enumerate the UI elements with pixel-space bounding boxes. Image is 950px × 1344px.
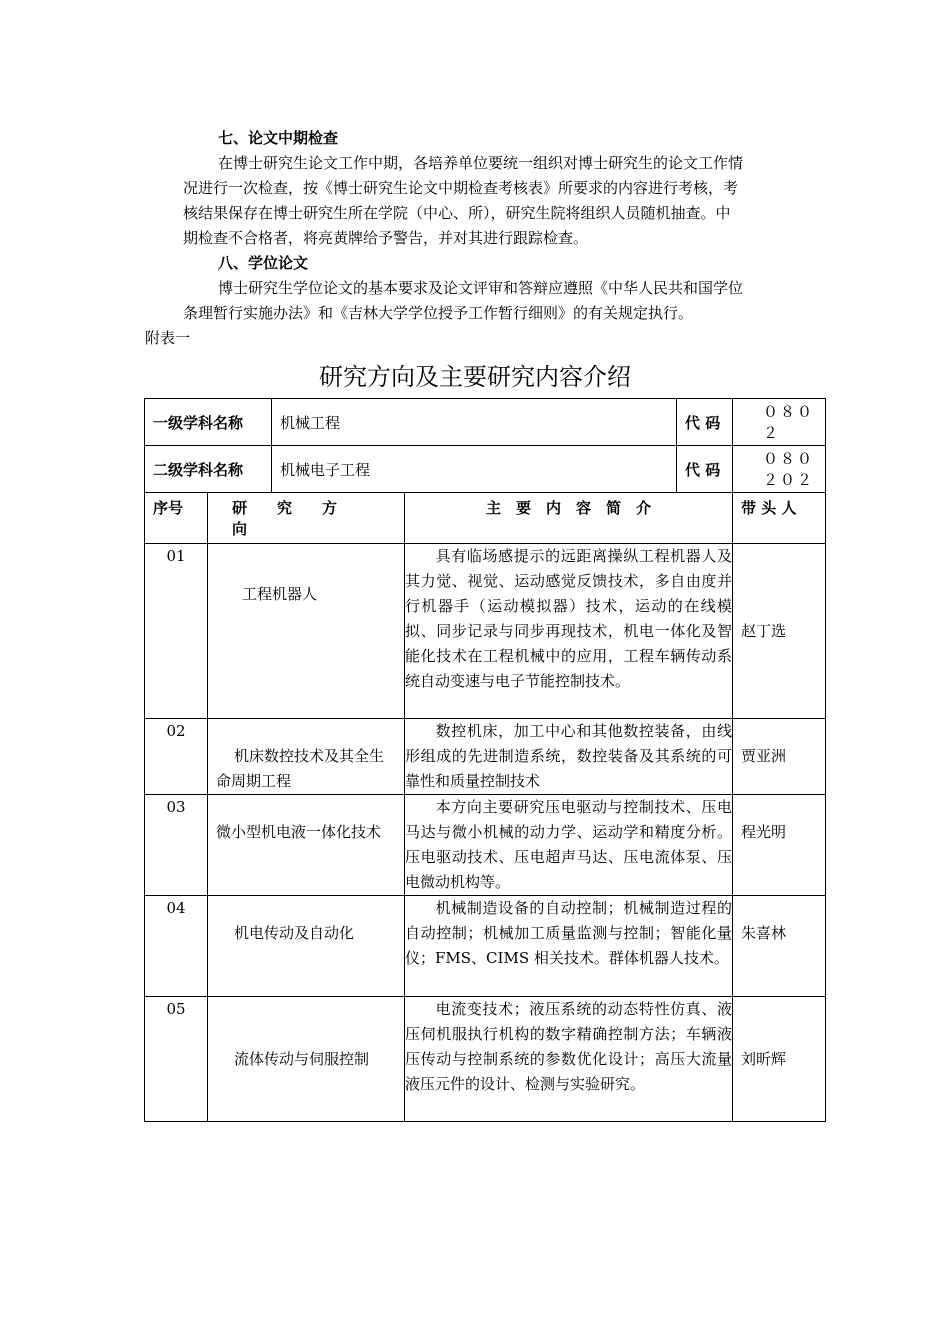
level1-subject-value: 机械工程 <box>272 399 677 446</box>
row-direction: 微小型机电液一体化技术 <box>216 823 382 841</box>
row-content: 具有临场感提示的远距离操纵工程机器人及其力觉、视觉、运动感觉反馈技术，多自由度并行机器手（运动模拟器）技术，运动的在线模拟、同步记录与同步再现技术，机电一体化及智能化技术在工程机械中的应用，工程车辆传动系统自动变速与电子节能控制技术。 <box>405 547 733 690</box>
table-row <box>145 544 826 719</box>
research-direction-table <box>144 398 826 1122</box>
row-direction: 机床数控技术及其全生命周期工程 <box>216 747 385 790</box>
row-direction-cell <box>208 896 405 997</box>
level1-subject-label: 一级学科名称 <box>145 399 272 446</box>
table-row <box>145 997 826 1122</box>
row-leader: 程光明 <box>733 795 826 896</box>
level2-code-value: ０８０２０２ <box>733 446 826 493</box>
row-direction: 工程机器人 <box>242 585 318 603</box>
row-content: 本方向主要研究压电驱动与控制技术、压电马达与微小机械的动力学、运动学和精度分析。压电驱动技术、压电超声马达、压电流体泵、压电微动机构等。 <box>405 798 733 891</box>
row-content-cell <box>405 795 733 896</box>
row-direction-cell <box>208 795 405 896</box>
row-leader: 贾亚洲 <box>733 719 826 795</box>
row-direction-cell <box>208 997 405 1122</box>
row-content-cell <box>405 719 733 795</box>
row-leader: 赵丁选 <box>733 544 826 719</box>
row-leader: 刘昕辉 <box>733 997 826 1122</box>
row-direction-cell <box>208 544 405 719</box>
section-8-heading: 八、学位论文 <box>218 254 309 272</box>
paragraph-line: 核结果保存在博士研究生所在学院（中心、所），研究生院将组织人员随机抽查。中 <box>183 204 731 222</box>
row-number: 01 <box>145 544 208 719</box>
level2-subject-label: 二级学科名称 <box>145 446 272 493</box>
row-content-cell <box>405 997 733 1122</box>
paragraph-line: 期检查不合格者，将亮黄牌给予警告，并对其进行跟踪检查。 <box>183 229 589 247</box>
row-number: 05 <box>145 997 208 1122</box>
paragraph-line: 在博士研究生论文工作中期，各培养单位要统一组织对博士研究生的论文工作情 <box>218 154 744 172</box>
level2-code-label: 代 码 <box>677 446 733 493</box>
row-direction: 流体传动与伺服控制 <box>234 1050 370 1068</box>
level1-code-label: 代 码 <box>677 399 733 446</box>
row-content-cell <box>405 544 733 719</box>
table-title: 研究方向及主要研究内容介绍 <box>319 363 631 391</box>
row-content: 数控机床，加工中心和其他数控装备，由线形组成的先进制造系统，数控装备及其系统的可靠性和质量控制技术 <box>405 722 733 790</box>
table-row <box>145 719 826 795</box>
level2-subject-value: 机械电子工程 <box>272 446 677 493</box>
row-content-cell <box>405 896 733 997</box>
column-header-leader: 带 头 人 <box>733 493 826 544</box>
level1-code-value: ０８０２ <box>733 399 826 446</box>
table-row <box>145 896 826 997</box>
paragraph-line: 况进行一次检查，按《博士研究生论文中期检查考核表》所要求的内容进行考核，考 <box>183 179 739 197</box>
appendix-label: 附表一 <box>145 329 191 347</box>
paragraph-line: 博士研究生学位论文的基本要求及论文评审和答辩应遵照《中华人民共和国学位 <box>218 279 744 297</box>
row-number: 03 <box>145 795 208 896</box>
row-number: 04 <box>145 896 208 997</box>
row-number: 02 <box>145 719 208 795</box>
section-7-heading: 七、论文中期检查 <box>218 129 339 147</box>
column-header-content: 主 要 内 容 简 介 <box>405 493 733 544</box>
row-direction-cell <box>208 719 405 795</box>
table-row <box>145 795 826 896</box>
paragraph-line: 条理暂行实施办法》和《吉林大学学位授予工作暂行细则》的有关规定执行。 <box>183 304 694 322</box>
row-direction: 机电传动及自动化 <box>234 924 355 942</box>
row-leader: 朱喜林 <box>733 896 826 997</box>
column-header-no: 序号 <box>145 493 208 544</box>
row-content: 电流变技术；液压系统的动态特性仿真、液压伺机服执行机构的数字精确控制方法；车辆液压传动与控制系统的参数优化设计；高压大流量液压元件的设计、检测与实验研究。 <box>405 1000 733 1093</box>
column-header-direction: 研 究 方 向 <box>208 493 405 544</box>
row-content: 机械制造设备的自动控制；机械制造过程的自动控制；机械加工质量监测与控制；智能化量仪；FMS、CIMS 相关技术。群体机器人技术。 <box>405 899 733 967</box>
